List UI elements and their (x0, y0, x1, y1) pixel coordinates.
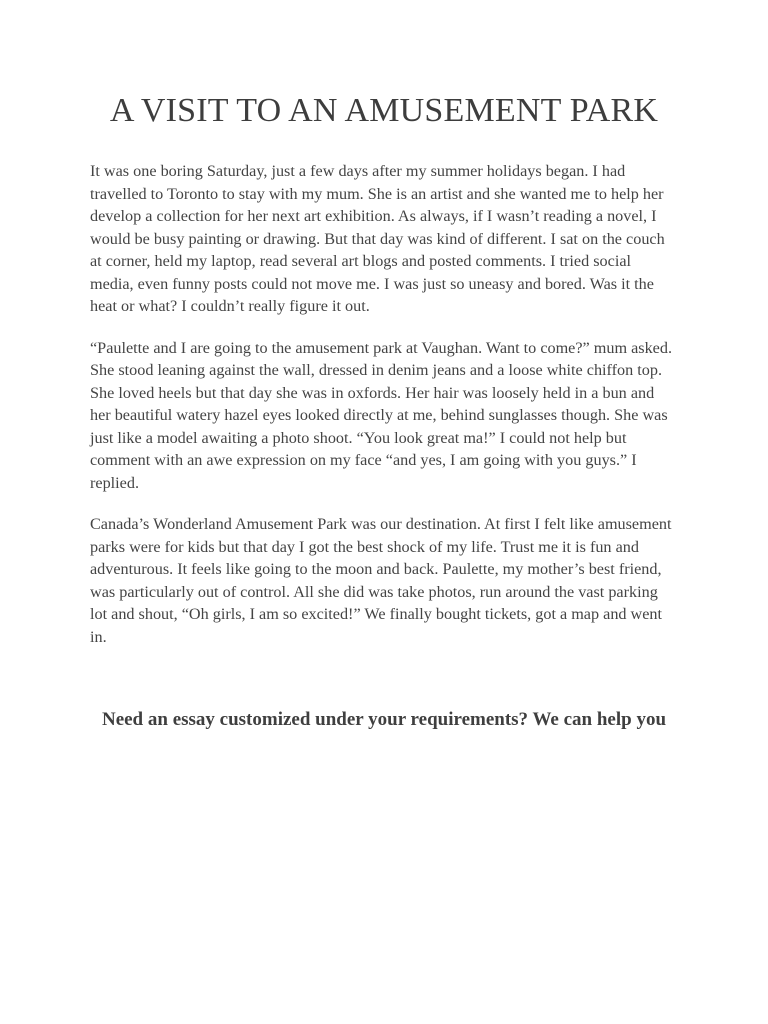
call-to-action: Need an essay customized under your requirements? We can help you (101, 709, 667, 730)
paragraph-3: Canada’s Wonderland Amusement Park was our destination. At first I felt like amusement parks were for kids but that day I got the best shock of my life. Trust me it is fun and adventurous. It feels like going to the moon and back. Paulette, my mother’s best friend, was particularly out of control. All she did was take photos, run around the vast parking lot and shout, “Oh girls, I am so excited!” We finally bought tickets, got a map and went in. (90, 515, 672, 646)
page-title: A VISIT TO AN AMUSEMENT PARK (109, 92, 659, 129)
paragraph-2: “Paulette and I are going to the amusement park at Vaughan. Want to come?” mum asked. She stood leaning against the wall, dressed in denim jeans and a loose white chiffon top. She loved heels but that day she was in oxfords. Her hair was loosely held in a bun and her beautiful watery hazel eyes looked directly at me, behind sunglasses though. She was just like a model awaiting a photo shoot. “You look great ma!” I could not help but comment with an awe expression on my face “and yes, I am going with you guys.” I replied. (90, 338, 673, 492)
essay-body (90, 160, 678, 667)
paragraph-1: It was one boring Saturday, just a few days after my summer holidays began. I had travelled to Toronto to stay with my mum. She is an artist and she wanted me to help her develop a collection for her next art exhibition. As always, if I wasn’t reading a novel, I would be busy painting or drawing. But that day was kind of different. I sat on the couch at corner, held my laptop, read several art blogs and posted comments. I tried social media, even funny posts could not move me. I was just so uneasy and bored. Was it the heat or what? I couldn’t really figure it out. (90, 162, 665, 315)
